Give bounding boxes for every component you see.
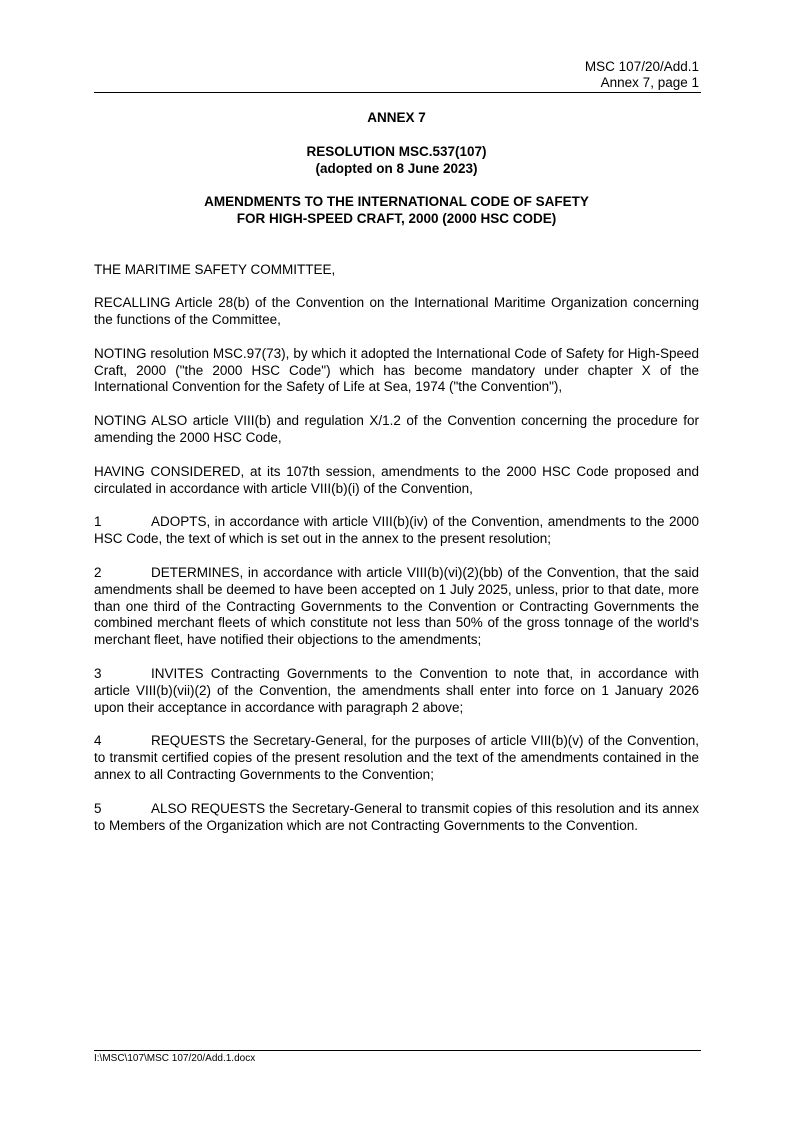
paragraph-number: 3 [94, 666, 102, 682]
footer-file-path: I:\MSC\107\MSC 107/20/Add.1.docx [94, 1053, 256, 1064]
adoption-date: (adopted on 8 June 2023) [315, 160, 478, 176]
footer-divider [94, 1050, 701, 1051]
having-considered-paragraph: HAVING CONSIDERED, at its 107th session, amendments to the 2000 HSC Code proposed and circulated in accordance with article VIII(b)(i) of the Convention, [94, 463, 699, 496]
paragraph-number: 2 [94, 565, 102, 581]
page-header [94, 59, 699, 91]
paragraph-number: 1 [94, 514, 102, 530]
operative-paragraph-3 [94, 666, 699, 716]
paragraph-text: DETERMINES, in accordance with article VIII(b)(vi)(2)(bb) of the Convention, that the said amendments shall be deemed to have been accepted on 1 July 2025, unless, prior to that date, more than one third of the Contracting Governments to the Convention or Contracting Governments the combined merchant fleets of which constitute not less than 50% of the gross tonnage of the world's merchant fleet, have notified their objections to the amendments; [94, 565, 699, 648]
paragraph-text: ALSO REQUESTS the Secretary-General to transmit copies of this resolution and its annex to Members of the Organization which are not Contracting Governments to the Convention. [94, 800, 699, 833]
paragraph-number: 5 [94, 800, 102, 816]
recalling-paragraph: RECALLING Article 28(b) of the Convention on the International Maritime Organization concerning the functions of the Committee, [94, 295, 699, 328]
operative-paragraph-2 [94, 565, 699, 649]
resolution-heading [94, 144, 699, 177]
paragraph-text: INVITES Contracting Governments to the Convention to note that, in accordance with article VIII(b)(vii)(2) of the Convention, the amendments shall enter into force on 1 January 2026 upon their acceptance in accordance with paragraph 2 above; [94, 666, 699, 715]
header-divider [94, 92, 701, 93]
amendments-title-line-2: FOR HIGH-SPEED CRAFT, 2000 (2000 HSC CODE) [236, 210, 557, 226]
operative-paragraph-4 [94, 733, 699, 783]
paragraph-text: REQUESTS the Secretary-General, for the purposes of article VIII(b)(v) of the Convention, to transmit certified copies of the present resolution and the text of the amendments contained in the annex to all Contracting Governments to the Convention; [94, 733, 699, 783]
annex-title: ANNEX 7 [367, 110, 426, 125]
noting-paragraph: NOTING resolution MSC.97(73), by which it adopted the International Code of Safety for High-Speed Craft, 2000 ("the 2000 HSC Code") which has become mandatory under chapter X of the International Convention for the Safety of Life at Sea, 1974 ("the Convention"), [94, 345, 699, 395]
operative-paragraph-1 [94, 514, 699, 548]
noting-also-paragraph: NOTING ALSO article VIII(b) and regulation X/1.2 of the Convention concerning the procedure for amending the 2000 HSC Code, [94, 413, 699, 446]
resolution-number: RESOLUTION MSC.537(107) [306, 144, 487, 159]
resolution-body [94, 262, 699, 851]
document-reference: MSC 107/20/Add.1 [584, 59, 699, 74]
amendments-title [94, 194, 699, 227]
paragraph-text: ADOPTS, in accordance with article VIII(b)(iv) of the Convention, amendments to the 2000 HSC Code, the text of which is set out in the annex to the present resolution; [94, 514, 699, 547]
operative-paragraph-5 [94, 801, 699, 835]
committee-line: THE MARITIME SAFETY COMMITTEE, [94, 262, 336, 277]
amendments-title-line-1: AMENDMENTS TO THE INTERNATIONAL CODE OF SAFETY [204, 194, 589, 209]
page-reference: Annex 7, page 1 [600, 75, 699, 90]
paragraph-number: 4 [94, 733, 102, 749]
